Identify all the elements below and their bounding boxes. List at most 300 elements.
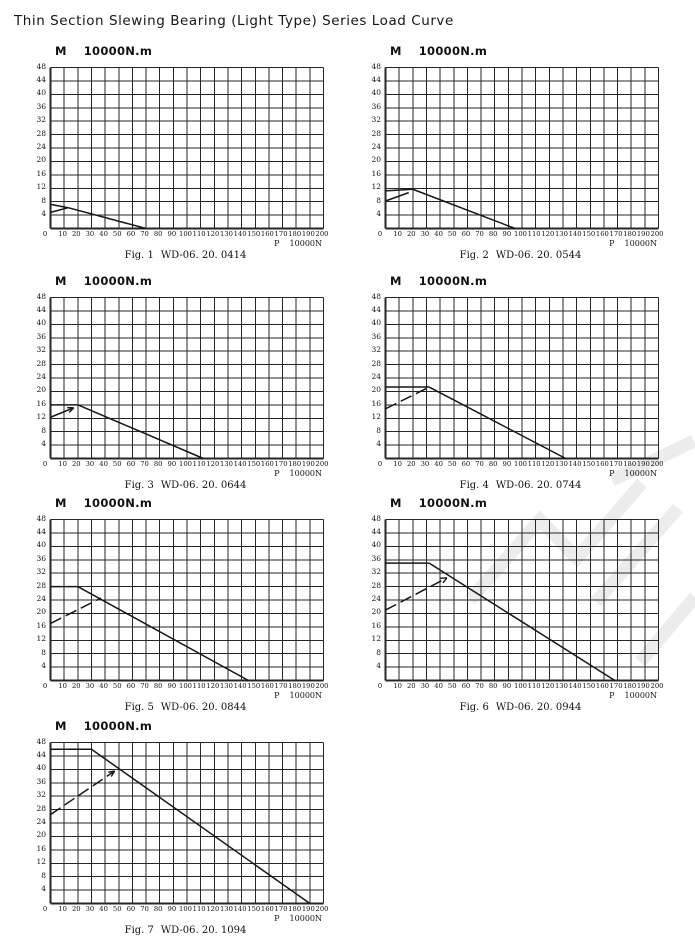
- x-tick-label: 20: [406, 682, 416, 690]
- x-tick-label: 10: [58, 905, 67, 913]
- x-tick-label: 150: [247, 682, 261, 690]
- x-axis-unit-label: [212, 914, 322, 923]
- x-tick-label: 180: [288, 230, 302, 238]
- x-tick-label: 110: [527, 682, 541, 690]
- x-tick-label: 180: [623, 460, 637, 468]
- y-tick-label: 12: [36, 412, 46, 422]
- x-tick-label: 170: [609, 230, 623, 238]
- y-tick-label: 48: [371, 513, 381, 523]
- page-title: Thin Section Slewing Bearing (Light Type) Series Load Curve: [14, 13, 454, 29]
- bearing-model-number: WD-06. 20. 0644: [160, 480, 247, 491]
- x-axis-unit: 10000N: [624, 239, 657, 248]
- y-tick-label: 20: [36, 155, 46, 165]
- descending-limit-line: [413, 189, 515, 228]
- x-axis-unit-label: [547, 469, 657, 478]
- x-tick-label: 200: [315, 460, 329, 468]
- x-tick-label: 130: [219, 460, 233, 468]
- x-tick-label: 30: [85, 460, 95, 468]
- x-tick-label: 160: [260, 905, 274, 913]
- x-tick-label: 60: [126, 230, 136, 238]
- grid: [386, 520, 659, 681]
- grid: [386, 68, 659, 229]
- x-tick-label: 190: [636, 460, 650, 468]
- y-tick-label: 4: [41, 209, 46, 219]
- y-tick-label: 32: [36, 567, 46, 577]
- x-tick-label: 50: [447, 230, 457, 238]
- y-tick-label: 40: [36, 763, 46, 773]
- x-tick-label: 160: [595, 460, 609, 468]
- x-tick-label: 70: [140, 230, 149, 238]
- x-tick-label: 70: [140, 460, 149, 468]
- y-tick-label: 48: [36, 61, 46, 71]
- y-tick-label: 24: [36, 372, 46, 381]
- y-tick-label: 28: [371, 580, 381, 590]
- x-tick-label: 10: [58, 682, 67, 690]
- x-tick-label: 150: [247, 460, 261, 468]
- y-tick-label: 12: [371, 412, 381, 422]
- x-tick-label: 120: [206, 230, 220, 238]
- y-tick-label: 12: [371, 634, 381, 644]
- x-axis-unit-label: [547, 239, 657, 248]
- bearing-model-number: WD-06. 20. 0844: [160, 702, 247, 713]
- x-axis-unit-label: [212, 239, 322, 248]
- figure-caption: [49, 925, 322, 936]
- x-tick-label: 0: [377, 682, 383, 690]
- x-axis-unit: 10000N: [289, 691, 322, 700]
- y-tick-label: 16: [36, 620, 46, 630]
- bearing-model-number: WD-06. 20. 0744: [495, 480, 582, 491]
- y-axis-unit-label: [55, 719, 152, 733]
- x-tick-label: 110: [192, 230, 206, 238]
- load-curve-figure: [354, 42, 675, 269]
- x-tick-label: 190: [301, 460, 315, 468]
- x-tick-label: 150: [247, 905, 261, 913]
- y-tick-label: 40: [371, 88, 381, 98]
- x-tick-label: 70: [475, 460, 484, 468]
- x-tick-label: 130: [554, 230, 568, 238]
- figure-caption: [384, 250, 657, 261]
- y-tick-label: 48: [36, 736, 46, 746]
- x-tick-label: 100: [514, 230, 527, 238]
- load-curve-figure: [354, 494, 675, 721]
- x-tick-label: 200: [315, 905, 329, 913]
- figure-number: Fig. 1: [124, 250, 154, 261]
- y-tick-label: 48: [371, 291, 381, 301]
- figure-caption: [49, 702, 322, 713]
- x-tick-label: 180: [288, 905, 302, 913]
- figure-number: Fig. 3: [124, 480, 154, 491]
- upper-limit-line: [386, 189, 413, 191]
- x-tick-label: 110: [527, 230, 541, 238]
- x-axis-unit: 10000N: [289, 914, 322, 923]
- x-tick-label: 100: [179, 230, 192, 238]
- figure-number: Fig. 7: [124, 925, 154, 936]
- y-tick-label: 32: [36, 790, 46, 800]
- x-tick-label: 90: [502, 460, 512, 468]
- grid: [51, 68, 324, 229]
- y-axis-unit: 10000N.m: [83, 274, 153, 288]
- x-tick-label: 120: [206, 682, 220, 690]
- x-tick-label: 0: [377, 230, 383, 238]
- x-axis-symbol: P: [609, 691, 615, 700]
- y-axis-unit-label: [55, 274, 152, 288]
- x-tick-label: 30: [85, 230, 95, 238]
- y-tick-label: 36: [36, 776, 46, 786]
- x-axis-symbol: P: [609, 469, 615, 478]
- x-tick-label: 140: [233, 905, 247, 913]
- x-tick-label: 90: [167, 905, 177, 913]
- y-tick-label: 12: [371, 182, 381, 192]
- x-tick-label: 60: [461, 230, 471, 238]
- figure-caption: [49, 250, 322, 261]
- x-tick-label: 160: [260, 230, 274, 238]
- y-tick-label: 8: [376, 647, 381, 657]
- x-axis-symbol: P: [274, 914, 280, 923]
- x-tick-label: 60: [126, 905, 136, 913]
- x-tick-label: 80: [153, 682, 163, 690]
- figure-caption: [384, 480, 657, 491]
- y-tick-label: 44: [36, 74, 46, 84]
- y-tick-label: 24: [371, 594, 381, 603]
- x-tick-label: 50: [447, 682, 457, 690]
- y-tick-label: 20: [36, 830, 46, 840]
- x-tick-label: 190: [301, 230, 315, 238]
- y-tick-label: 32: [371, 567, 381, 577]
- x-tick-label: 120: [206, 460, 220, 468]
- rising-limit-line: [386, 193, 409, 201]
- descending-limit-line: [78, 587, 249, 681]
- y-tick-label: 28: [371, 358, 381, 368]
- x-tick-label: 0: [377, 460, 383, 468]
- x-tick-label: 130: [554, 682, 568, 690]
- y-tick-label: 36: [36, 101, 46, 111]
- y-tick-label: 36: [36, 553, 46, 563]
- x-tick-label: 40: [434, 682, 443, 690]
- x-tick-label: 170: [274, 230, 288, 238]
- y-tick-label: 36: [371, 331, 381, 341]
- x-tick-label: 90: [167, 230, 177, 238]
- y-axis-unit: 10000N.m: [83, 719, 153, 733]
- x-tick-label: 200: [650, 230, 664, 238]
- x-tick-label: 20: [71, 230, 81, 238]
- x-tick-label: 10: [393, 682, 402, 690]
- y-tick-label: 12: [36, 857, 46, 867]
- x-tick-label: 80: [153, 460, 163, 468]
- x-tick-label: 40: [99, 905, 108, 913]
- bearing-model-number: WD-06. 20. 0414: [160, 250, 247, 261]
- x-tick-label: 170: [609, 682, 623, 690]
- y-tick-label: 28: [36, 580, 46, 590]
- figure-number: Fig. 4: [459, 480, 489, 491]
- y-tick-label: 40: [36, 88, 46, 98]
- x-tick-label: 100: [514, 682, 527, 690]
- x-tick-label: 90: [167, 460, 177, 468]
- x-tick-label: 90: [167, 682, 177, 690]
- chart-plot: [384, 518, 660, 682]
- x-tick-label: 30: [85, 682, 95, 690]
- x-tick-label: 80: [153, 230, 163, 238]
- x-tick-label: 170: [274, 460, 288, 468]
- y-tick-label: 20: [371, 607, 381, 617]
- x-tick-label: 80: [488, 460, 498, 468]
- x-tick-label: 90: [502, 230, 512, 238]
- x-axis-symbol: P: [609, 239, 615, 248]
- x-tick-label: 80: [488, 230, 498, 238]
- x-tick-label: 20: [71, 905, 81, 913]
- x-axis-symbol: P: [274, 469, 280, 478]
- x-tick-label: 50: [112, 230, 122, 238]
- y-tick-label: 28: [36, 803, 46, 813]
- y-tick-label: 24: [36, 142, 46, 151]
- x-tick-label: 40: [434, 460, 443, 468]
- y-tick-label: 28: [371, 128, 381, 138]
- x-tick-label: 50: [447, 460, 457, 468]
- chart-plot: [384, 66, 660, 230]
- x-tick-label: 170: [274, 682, 288, 690]
- y-tick-label: 4: [376, 209, 381, 219]
- grid: [51, 743, 324, 904]
- x-tick-label: 60: [461, 460, 471, 468]
- bearing-model-number: WD-06. 20. 1094: [160, 925, 247, 936]
- load-curve-figure: [19, 494, 340, 721]
- x-tick-label: 140: [233, 682, 247, 690]
- x-tick-label: 0: [42, 230, 48, 238]
- load-curve-figure: [19, 272, 340, 499]
- y-tick-label: 16: [371, 168, 381, 178]
- y-axis-unit: 10000N.m: [418, 274, 488, 288]
- x-axis-unit: 10000N: [624, 469, 657, 478]
- chart-plot: [49, 518, 325, 682]
- x-tick-label: 20: [406, 460, 416, 468]
- rising-limit-line: [386, 387, 430, 409]
- y-tick-label: 8: [41, 195, 46, 205]
- x-tick-label: 10: [58, 230, 67, 238]
- y-tick-label: 40: [371, 318, 381, 328]
- y-tick-label: 44: [371, 304, 381, 314]
- x-tick-label: 200: [650, 682, 664, 690]
- x-tick-label: 40: [99, 682, 108, 690]
- y-tick-label: 20: [371, 385, 381, 395]
- y-tick-label: 16: [36, 398, 46, 408]
- y-tick-label: 32: [36, 115, 46, 125]
- x-tick-label: 90: [502, 682, 512, 690]
- x-tick-label: 140: [568, 682, 582, 690]
- x-tick-label: 80: [488, 682, 498, 690]
- x-tick-label: 160: [595, 682, 609, 690]
- y-tick-label: 48: [371, 61, 381, 71]
- x-tick-label: 150: [582, 682, 596, 690]
- rising-limit-line: [51, 408, 74, 417]
- y-tick-label: 44: [371, 74, 381, 84]
- y-tick-label: 8: [376, 195, 381, 205]
- y-tick-label: 40: [36, 318, 46, 328]
- x-tick-label: 50: [112, 905, 122, 913]
- rising-limit-line: [51, 598, 102, 623]
- chart-plot: [49, 741, 325, 905]
- y-tick-label: 36: [371, 553, 381, 563]
- x-tick-label: 30: [420, 460, 430, 468]
- x-axis-unit: 10000N: [289, 239, 322, 248]
- descending-limit-line: [68, 208, 146, 229]
- x-tick-label: 120: [541, 682, 555, 690]
- chart-plot: [49, 66, 325, 230]
- y-tick-label: 8: [376, 425, 381, 435]
- y-tick-label: 44: [36, 749, 46, 759]
- y-tick-label: 48: [36, 513, 46, 523]
- bearing-model-number: WD-06. 20. 0544: [495, 250, 582, 261]
- chart-plot: [49, 296, 325, 460]
- x-tick-label: 0: [42, 682, 48, 690]
- x-tick-label: 160: [595, 230, 609, 238]
- figure-caption: [49, 480, 322, 491]
- y-tick-label: 16: [36, 168, 46, 178]
- bearing-model-number: WD-06. 20. 0944: [495, 702, 582, 713]
- y-tick-label: 44: [36, 526, 46, 536]
- y-tick-label: 8: [41, 870, 46, 880]
- x-axis-unit-label: [212, 469, 322, 478]
- x-tick-label: 60: [461, 682, 471, 690]
- y-tick-label: 36: [36, 331, 46, 341]
- y-tick-label: 20: [36, 607, 46, 617]
- y-axis-unit: 10000N.m: [418, 44, 488, 58]
- y-tick-label: 16: [36, 843, 46, 853]
- x-tick-label: 100: [179, 460, 192, 468]
- y-axis-unit-label: [55, 496, 152, 510]
- x-tick-label: 100: [514, 460, 527, 468]
- x-tick-label: 190: [301, 682, 315, 690]
- x-axis-unit: 10000N: [289, 469, 322, 478]
- grid: [51, 298, 324, 459]
- x-tick-label: 150: [582, 230, 596, 238]
- x-tick-label: 150: [582, 460, 596, 468]
- rising-limit-line: [386, 578, 447, 610]
- x-tick-label: 190: [636, 682, 650, 690]
- x-tick-label: 140: [233, 460, 247, 468]
- x-tick-label: 160: [260, 460, 274, 468]
- x-tick-label: 180: [288, 682, 302, 690]
- x-tick-label: 170: [274, 905, 288, 913]
- x-tick-label: 140: [233, 230, 247, 238]
- x-tick-label: 110: [192, 682, 206, 690]
- y-axis-symbol: M: [390, 44, 402, 58]
- x-tick-label: 200: [315, 682, 329, 690]
- x-tick-label: 10: [393, 230, 402, 238]
- x-tick-label: 0: [42, 460, 48, 468]
- x-tick-label: 0: [42, 905, 48, 913]
- load-curve-figure: [19, 42, 340, 269]
- x-tick-label: 200: [650, 460, 664, 468]
- y-tick-label: 12: [36, 634, 46, 644]
- x-tick-label: 170: [609, 460, 623, 468]
- y-tick-label: 20: [371, 155, 381, 165]
- descending-limit-line: [429, 387, 566, 458]
- x-tick-label: 40: [434, 230, 443, 238]
- y-axis-symbol: M: [55, 719, 67, 733]
- figure-number: Fig. 6: [459, 702, 489, 713]
- x-tick-label: 160: [260, 682, 274, 690]
- x-tick-label: 180: [623, 230, 637, 238]
- y-tick-label: 16: [371, 620, 381, 630]
- y-tick-label: 8: [41, 425, 46, 435]
- figure-caption: [384, 702, 657, 713]
- x-tick-label: 70: [475, 230, 484, 238]
- y-tick-label: 40: [36, 540, 46, 550]
- y-tick-label: 4: [41, 661, 46, 671]
- x-tick-label: 60: [126, 460, 136, 468]
- y-tick-label: 4: [376, 661, 381, 671]
- x-tick-label: 50: [112, 682, 122, 690]
- x-tick-label: 130: [219, 230, 233, 238]
- y-tick-label: 4: [376, 439, 381, 449]
- x-tick-label: 50: [112, 460, 122, 468]
- x-tick-label: 140: [568, 230, 582, 238]
- y-axis-unit-label: [55, 44, 152, 58]
- y-tick-label: 28: [36, 358, 46, 368]
- y-axis-unit: 10000N.m: [418, 496, 488, 510]
- x-tick-label: 40: [99, 460, 108, 468]
- y-axis-unit-label: [390, 496, 487, 510]
- y-tick-label: 28: [36, 128, 46, 138]
- x-axis-unit-label: [212, 691, 322, 700]
- x-tick-label: 120: [541, 230, 555, 238]
- x-tick-label: 60: [126, 682, 136, 690]
- figure-number: Fig. 2: [459, 250, 489, 261]
- x-tick-label: 180: [288, 460, 302, 468]
- y-axis-symbol: M: [55, 44, 67, 58]
- x-tick-label: 110: [527, 460, 541, 468]
- y-tick-label: 24: [371, 372, 381, 381]
- y-axis-unit-label: [390, 274, 487, 288]
- y-axis-unit: 10000N.m: [83, 44, 153, 58]
- y-tick-label: 4: [41, 884, 46, 894]
- x-tick-label: 30: [420, 230, 430, 238]
- x-axis-symbol: P: [274, 691, 280, 700]
- x-tick-label: 30: [85, 905, 95, 913]
- y-axis-symbol: M: [55, 496, 67, 510]
- x-tick-label: 130: [219, 905, 233, 913]
- y-tick-label: 36: [371, 101, 381, 111]
- load-curve-figure: [19, 717, 340, 944]
- y-tick-label: 32: [36, 345, 46, 355]
- x-tick-label: 150: [247, 230, 261, 238]
- y-axis-unit: 10000N.m: [83, 496, 153, 510]
- x-tick-label: 70: [140, 682, 149, 690]
- y-tick-label: 4: [41, 439, 46, 449]
- y-tick-label: 44: [36, 304, 46, 314]
- x-tick-label: 180: [623, 682, 637, 690]
- y-axis-symbol: M: [390, 496, 402, 510]
- y-tick-label: 24: [36, 817, 46, 826]
- x-axis-unit: 10000N: [624, 691, 657, 700]
- y-tick-label: 8: [41, 647, 46, 657]
- grid: [386, 298, 659, 459]
- y-axis-symbol: M: [55, 274, 67, 288]
- y-axis-unit-label: [390, 44, 487, 58]
- y-tick-label: 32: [371, 345, 381, 355]
- x-tick-label: 20: [71, 682, 81, 690]
- x-tick-label: 130: [219, 682, 233, 690]
- x-tick-label: 80: [153, 905, 163, 913]
- load-curve-figure: [354, 272, 675, 499]
- x-tick-label: 100: [179, 905, 192, 913]
- x-tick-label: 70: [475, 682, 484, 690]
- x-tick-label: 10: [393, 460, 402, 468]
- x-tick-label: 30: [420, 682, 430, 690]
- x-tick-label: 200: [315, 230, 329, 238]
- y-tick-label: 24: [371, 142, 381, 151]
- x-tick-label: 20: [71, 460, 81, 468]
- x-tick-label: 20: [406, 230, 416, 238]
